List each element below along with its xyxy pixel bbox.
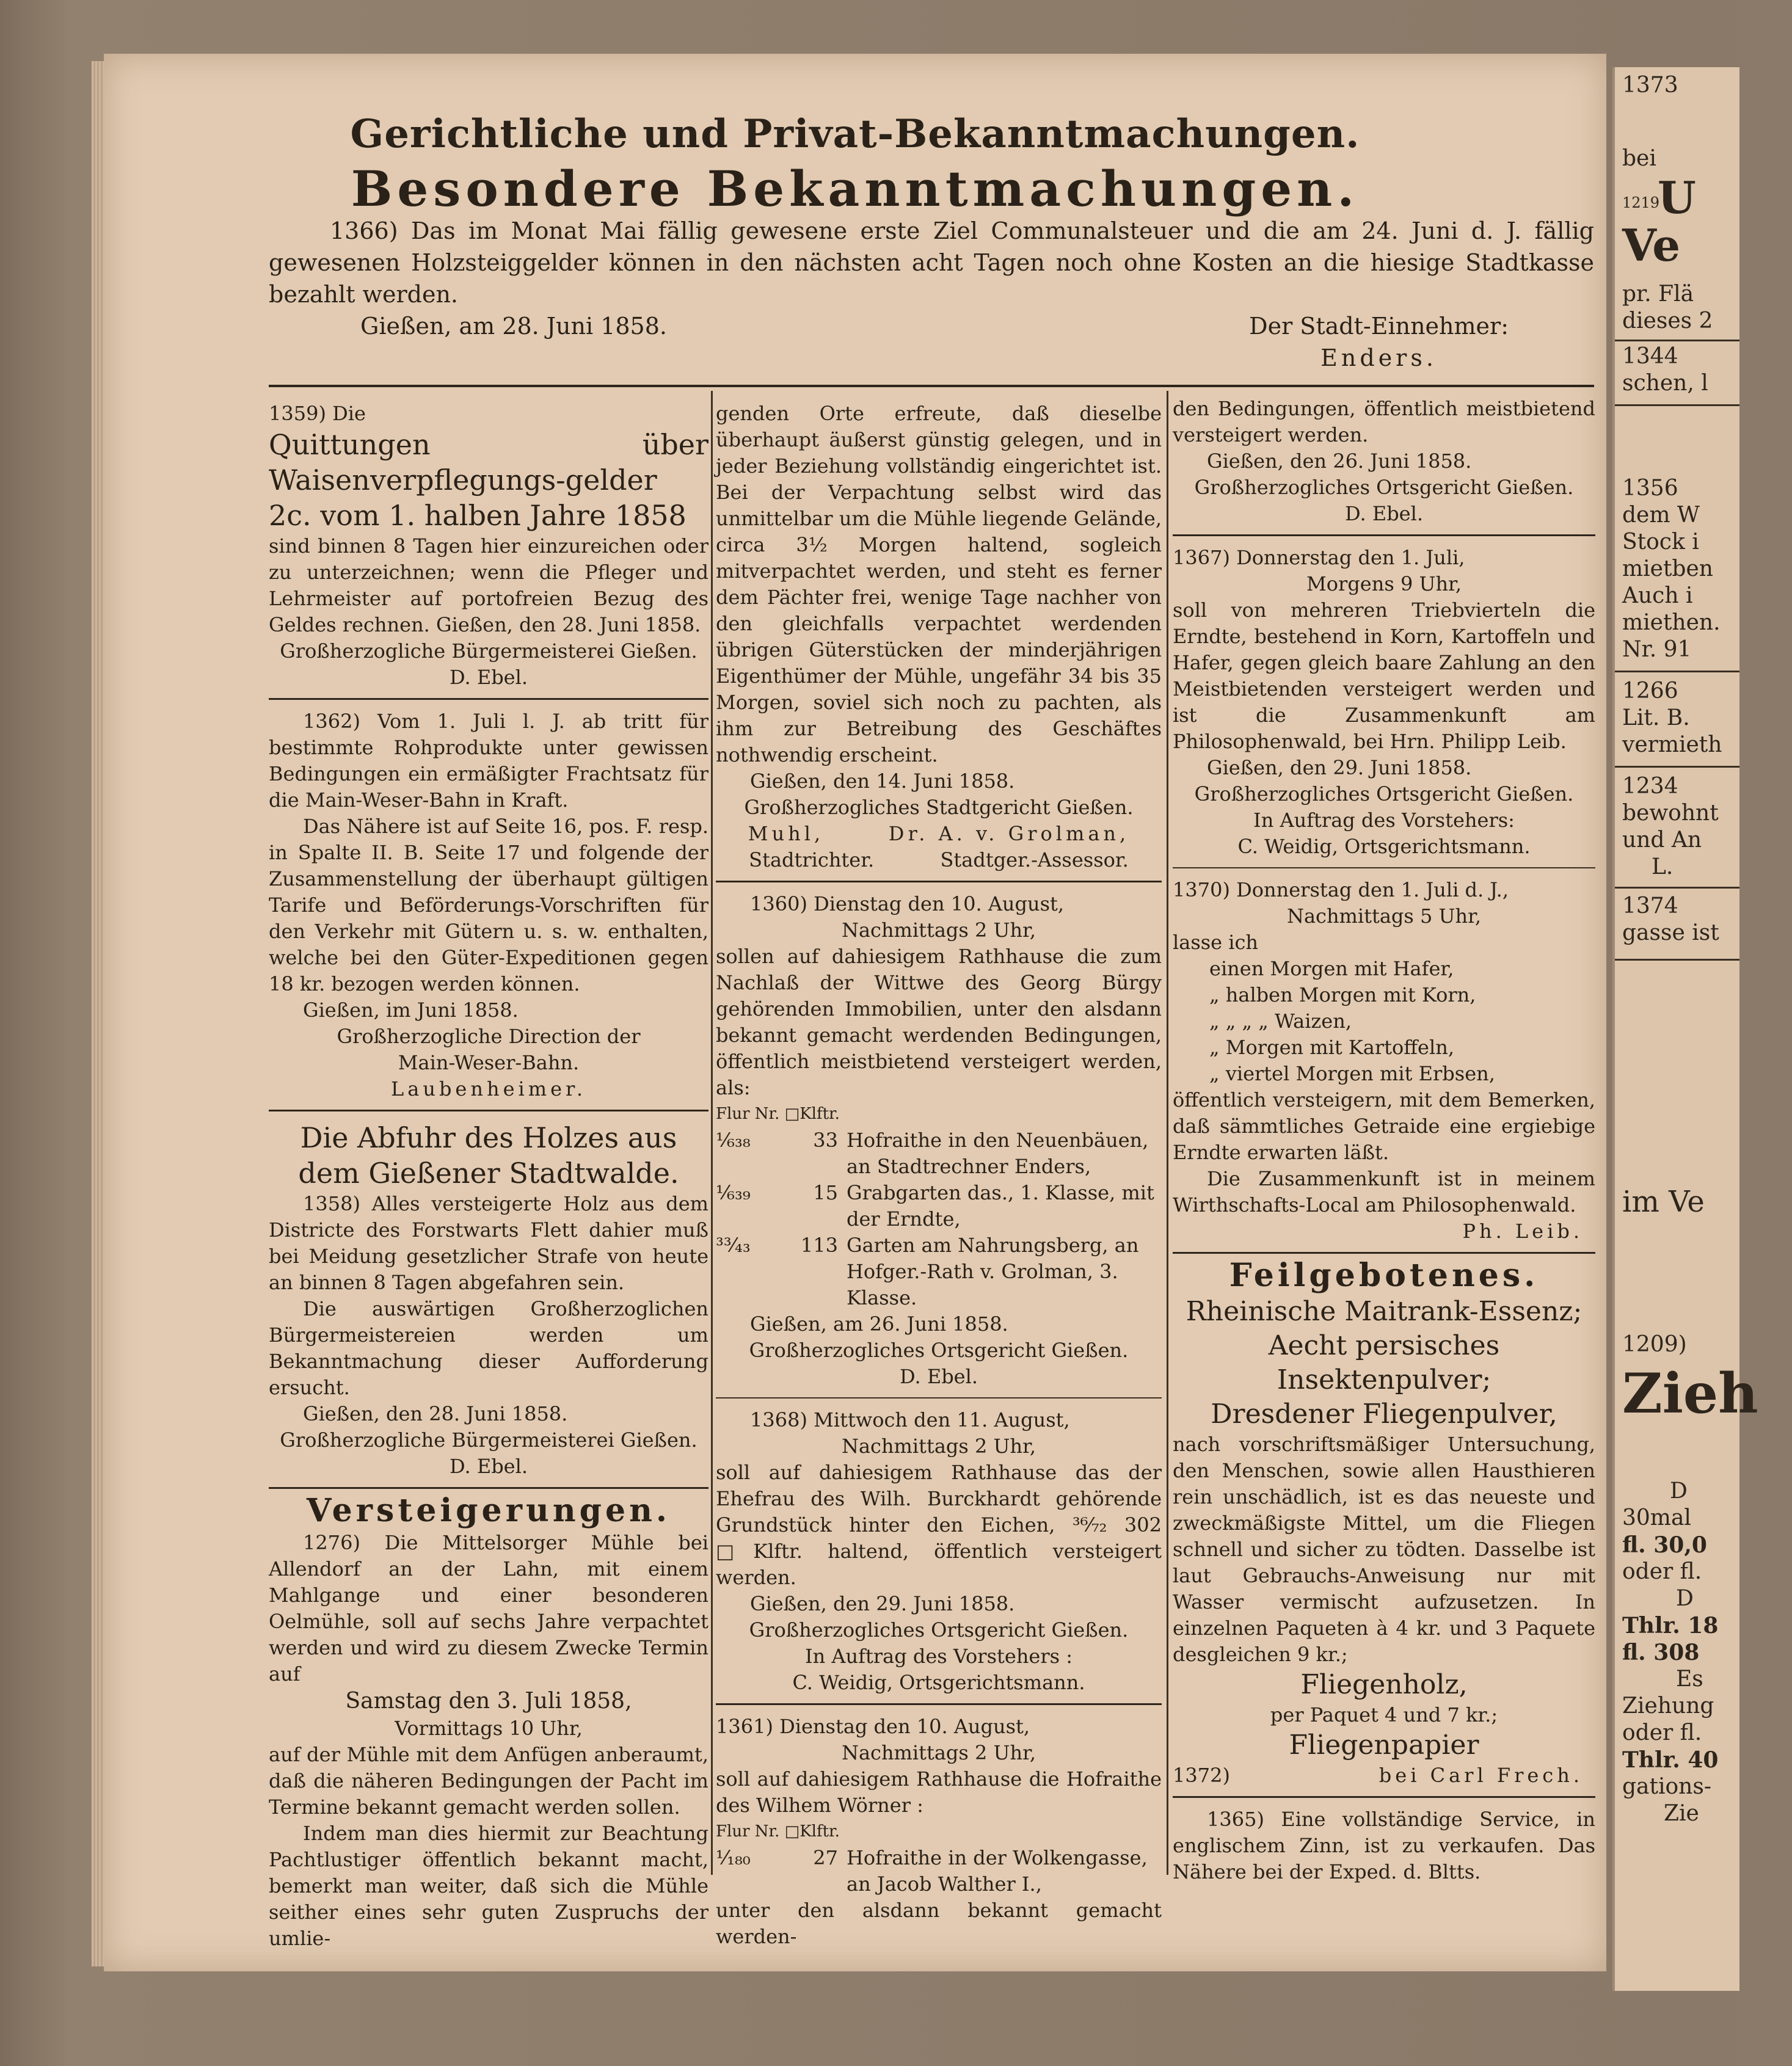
np-line: Auch i [1622, 583, 1693, 608]
lot-row [716, 1127, 1162, 1180]
notice-number: 1372) [1173, 1764, 1230, 1787]
np-line: 1209) [1622, 1332, 1687, 1357]
signature: D. Ebel. [899, 1365, 978, 1388]
notice-1372 [1173, 1295, 1595, 1789]
signer-name: Enders. [1320, 344, 1437, 371]
lot-row [716, 1845, 1162, 1897]
signature: Großherzogliches Ortsgericht Gießen. [749, 1339, 1129, 1362]
np-rule [1615, 671, 1739, 672]
notice-head: 1359) Die [269, 402, 366, 425]
notice-1358 [269, 1120, 708, 1480]
np-line: 1373 [1622, 73, 1678, 98]
lot-row [716, 1180, 1162, 1232]
np-line: Lit. B. [1622, 705, 1690, 730]
notice-time: Nachmittags 2 Uhr, [841, 1741, 1036, 1764]
list-item: „ viertel Morgen mit Erbsen, [1209, 1062, 1495, 1085]
np-line: oder fl. [1622, 1720, 1702, 1745]
np-rule [1615, 887, 1739, 889]
list-item: „ halben Morgen mit Korn, [1209, 983, 1476, 1006]
notice-1361 [716, 1714, 1162, 1950]
ad-seller: bei Carl Frech. [1379, 1764, 1583, 1787]
np-line: dieses 2 [1622, 308, 1713, 333]
lot-column-header: Flur Nr. □Klftr. [716, 1822, 840, 1841]
notice-text: genden Orte erfreute, daß dieselbe überhaupt äußerst günstig gelegen, und in jeder Beziehung vollständig eingerichtet ist. Bei der Verpachtung selbst wird das unmittelbar um die Mühle liegende Gelände, circa 3½ Morgen haltend, sogleich mitverpachtet werden, und steht es ferner dem Pächter frei, wenige Tage nachher von den gleichfalls verpachtet werdenden übrigen Güterstücken der minderjährigen Eigenthümer der Mühle, ungefähr 34 bis 35 Morgen, soviel sich noch zu pachten, als ihm zur Betreibung des Geschäftes nothwendig erscheint. [716, 402, 1162, 766]
np-rule [1615, 340, 1739, 341]
signature: In Auftrag des Vorstehers : [804, 1645, 1073, 1668]
notice-text: 1276) Die Mittelsorger Mühle bei Allendorf an der Lahn, mit einem Mahlgange und einer besonderen Oelmühle, soll auf sechs Jahre verpachtet werden und wird zu diesem Zwecke Termin auf [269, 1531, 708, 1686]
signature: Großherzogliches Ortsgericht Gießen. [1194, 476, 1574, 499]
np-line: bewohnt [1622, 801, 1719, 826]
list-item: „ „ „ „ Waizen, [1209, 1009, 1352, 1033]
place-date: Gießen, den 28. Juni 1858. [303, 1402, 568, 1425]
np-line: D [1670, 1479, 1688, 1504]
notice-text: nach vorschriftsmäßiger Untersuchung, den Menschen, sowie allen Hausthieren rein unschädlich, ist es das neueste und zweckmäßigste Mittel, um die Fliegen schnell und sicher zu tödten. Dasselbe ist laut Gebrauchs-Anweisung nur mit Wasser vermischt aufzusetzen. In einzelnen Paqueten à 4 kr. und 3 Paquete desgleichen 9 kr.; [1173, 1433, 1595, 1666]
signature: Stadtger.-Assessor. [940, 848, 1129, 871]
np-line: 30mal [1622, 1505, 1691, 1530]
notice-text: soll auf dahiesigem Rathhause das der Ehefrau des Wilh. Burckhardt gehörende Grundstück hinter den Eichen, ³⁶⁄₇₂ 302 □Klftr. haltend, öffentlich versteigert werden. [716, 1461, 1162, 1589]
signature: Main-Weser-Bahn. [398, 1051, 580, 1074]
notice-divider [269, 698, 708, 700]
ad-headline: Fliegenholz, [1300, 1669, 1468, 1700]
notice-head: 1370) Donnerstag den 1. Juli d. J., [1173, 878, 1509, 901]
notice-divider [1173, 1796, 1595, 1798]
place-date: Gießen, im Juni 1858. [303, 998, 519, 1022]
notice-text: sollen auf dahiesigem Rathhause die zum Nachlaß der Wittwe des Georg Bürgy gehörenden Immobilien, unter den alsdann bekannt gemacht werdenden Bedingungen, öffentlich meistbietend versteigert werden, als: [716, 945, 1162, 1099]
np-line: U [1658, 172, 1696, 224]
signature: Dr. A. v. Grolman, [888, 822, 1130, 845]
np-line: Es [1676, 1667, 1703, 1692]
signature: Großherzogliche Bürgermeisterei Gießen. [280, 639, 697, 663]
np-line: Zieh [1622, 1361, 1758, 1426]
ad-headline: Fliegenpapier [1289, 1730, 1479, 1761]
section-title-feilgebotenes: Feilgebotenes. [1229, 1257, 1539, 1294]
lot-klftr: 15 [813, 1181, 838, 1204]
notice-head: 1367) Donnerstag den 1. Juli, [1173, 546, 1465, 569]
signature [1249, 310, 1509, 374]
np-line: fl. 308 [1622, 1640, 1700, 1665]
notice-1368 [716, 1407, 1162, 1696]
np-rule [1615, 959, 1739, 961]
np-line: oder fl. [1622, 1559, 1702, 1584]
signature: Großherzogliches Ortsgericht Gießen. [1194, 782, 1574, 806]
signature: Großherzogliches Ortsgericht Gießen. [749, 1618, 1129, 1642]
lot-column-header: Flur Nr. □Klftr. [716, 1105, 840, 1123]
notice-text: Die auswärtigen Großherzoglichen Bürgermeistereien werden um Bekanntmachung dieser Aufforderung ersucht. [269, 1297, 708, 1399]
ad-headline: Dresdener Fliegenpulver, [1211, 1399, 1557, 1430]
np-line: Ziehung [1622, 1693, 1714, 1719]
notice-divider [1173, 867, 1595, 868]
notice-divider [716, 881, 1162, 882]
lot-flur: ¹⁄₆₃₉ [716, 1181, 751, 1204]
notice-head: 1368) Mittwoch den 11. August, [750, 1408, 1070, 1431]
np-line: gations- [1622, 1774, 1711, 1799]
lot-desc: Hofraithe in den Neuenbäuen, an Stadtrechner Enders, [847, 1129, 1149, 1178]
place-date: Gießen, den 29. Juni 1858. [1207, 756, 1472, 779]
notice-text: soll auf dahiesigem Rathhause die Hofraithe des Wilhem Wörner : [716, 1767, 1162, 1817]
notice-1359 [269, 401, 708, 691]
notice-text: soll von mehreren Triebvierteln die Erndte, bestehend in Korn, Kartoffeln und Hafer, gegen gleich baare Zahlung an den Meistbietenden versteigert werden und ist die Zusammenkunft am Philosophenwald, bei Hrn. Philipp Leib. [1173, 598, 1595, 753]
ad-headline: Rheinische Maitrank-Essenz; [1186, 1296, 1583, 1327]
np-rule [1615, 404, 1739, 406]
notice-time: Nachmittags 5 Uhr, [1286, 904, 1482, 928]
notice-time: Vormittags 10 Uhr, [395, 1717, 583, 1740]
np-line: Nr. 91 [1622, 637, 1692, 662]
lot-flur: ¹⁄₁₈₀ [716, 1846, 751, 1869]
np-line: vermieth [1622, 732, 1722, 757]
notice-text: Die Zusammenkunft ist in meinem Wirthschafts-Local am Philosophenwald. [1173, 1167, 1595, 1217]
notice-divider [269, 1110, 708, 1111]
notice-1360 [716, 891, 1162, 1390]
np-line: 1374 [1622, 893, 1678, 918]
notice-date: Samstag den 3. Juli 1858, [345, 1689, 632, 1714]
notice-1276-continued [716, 401, 1162, 873]
place-date: Gießen, den 26. Juni 1858. [1207, 449, 1472, 473]
signature: C. Weidig, Ortsgerichtsmann. [1237, 835, 1531, 858]
notice-text: 1366) Das im Monat Mai fällig gewesene erste Ziel Communalsteuer und die am 24. Juni d. J. fällig gewesenen Holzsteiggelder können in den nächsten acht Tagen noch ohne Kosten an die hiesige Stadtkasse bezahlt werden. [269, 217, 1594, 308]
signature-row [716, 821, 1162, 847]
np-line: 1266 [1622, 678, 1678, 704]
lot-flur: ³³⁄₄₃ [716, 1234, 751, 1257]
np-line: 1344 [1622, 344, 1678, 369]
signature: D. Ebel. [449, 1455, 528, 1478]
notice-head: 1360) Dienstag den 10. August, [750, 892, 1065, 915]
notice-signature-row [269, 310, 1594, 374]
np-line: Ve [1622, 219, 1681, 271]
place-date: Gießen, am 28. Juni 1858. [360, 313, 667, 340]
np-line: D [1676, 1586, 1694, 1611]
notice-text: unter den alsdann bekannt gemacht werden- [716, 1899, 1162, 1948]
np-line: miethen. [1622, 610, 1721, 635]
notice-text: 1362) Vom 1. Juli l. J. ab tritt für bestimmte Rohprodukte unter gewissen Bedingungen ein ermäßigter Frachtsatz für die Main-Weser-Bahn in Kraft. [269, 710, 708, 812]
signer-title: Der Stadt-Einnehmer: [1249, 313, 1509, 340]
notice-divider [716, 1703, 1162, 1705]
np-line: Stock i [1622, 529, 1699, 555]
np-line: pr. Flä [1622, 282, 1694, 307]
np-line: mietben [1622, 556, 1713, 581]
np-line: fl. 30,0 [1622, 1532, 1707, 1558]
notice-1276 [269, 1530, 708, 1952]
np-line: und An [1622, 827, 1702, 853]
column-1 [269, 401, 708, 1952]
signature: D. Ebel. [1344, 502, 1424, 525]
notice-time: Morgens 9 Uhr, [1306, 572, 1462, 595]
lot-klftr: 33 [813, 1129, 838, 1152]
list-item: „ Morgen mit Kartoffeln, [1209, 1036, 1454, 1059]
np-line: Thlr. 40 [1622, 1747, 1719, 1773]
lot-row [716, 1232, 1162, 1311]
section-divider [269, 1487, 708, 1489]
notice-1365 [1173, 1806, 1595, 1885]
notice-1362 [269, 708, 708, 1102]
notice-title: Quittungen über Waisenverpflegungs-gelder 2c. vom 1. halben Jahre 1858 [269, 428, 708, 532]
notice-time: Nachmittags 2 Uhr, [841, 918, 1036, 942]
section-title-versteigerungen: Versteigerungen. [307, 1492, 671, 1529]
signature: Großherzogliche Bürgermeisterei Gießen. [280, 1428, 697, 1452]
notice-title: Die Abfuhr des Holzes aus dem Gießener Stadtwalde. [298, 1121, 679, 1190]
section-divider [1173, 1252, 1595, 1254]
place-date: Gießen, am 26. Juni 1858. [750, 1312, 1008, 1336]
notice-text: auf der Mühle mit dem Anfügen anberaumt, daß die näheren Bedingungen der Pacht im Termine bekannt gemacht werden sollen. [269, 1743, 708, 1819]
notice-1366 [269, 215, 1594, 374]
signature: D. Ebel. [449, 666, 528, 689]
np-line: 1356 [1622, 476, 1678, 501]
np-line: bei [1622, 146, 1656, 171]
notice-divider [1173, 534, 1595, 536]
np-line: Zie [1664, 1801, 1699, 1826]
lot-desc: Garten am Nahrungsberg, an Hofger.-Rath v. Grolman, 3. Klasse. [847, 1234, 1139, 1309]
notice-1370 [1173, 877, 1595, 1245]
np-rule [1615, 766, 1739, 768]
adjacent-page-strip [1612, 67, 1758, 1991]
notice-text: den Bedingungen, öffentlich meistbietend versteigert werden. [1173, 397, 1595, 446]
notice-text: öffentlich versteigern, mit dem Bemerken, daß sämmtliches Getraide eine ergiebige Erndte erwarten läßt. [1173, 1088, 1595, 1164]
notice-text: Indem man dies hiermit zur Beachtung Pachtlustiger öffentlich bekannt macht, bemerkt man weiter, daß sich die Mühle seither eines sehr guten Zuspruchs der umlie- [269, 1822, 708, 1950]
notice-text: 1365) Eine vollständige Service, in englischem Zinn, ist zu verkaufen. Das Nähere bei der Exped. d. Bltts. [1173, 1808, 1595, 1883]
notice-text: 1358) Alles versteigerte Holz aus dem Districte des Forstwarts Flett dahier muß bei Meidung gesetzlicher Strafe von heute an binnen 8 Tagen abgefahren sein. [269, 1192, 708, 1294]
lot-desc: Grabgarten das., 1. Klasse, mit der Erndte, [847, 1181, 1154, 1231]
notice-divider [716, 1397, 1162, 1399]
notice-head: 1361) Dienstag den 10. August, [716, 1715, 1030, 1738]
signature: Großherzogliches Stadtgericht Gießen. [744, 796, 1134, 819]
ad-headline: Aecht persisches Insektenpulver; [1268, 1330, 1500, 1395]
section-divider [269, 385, 1594, 387]
signature: Ph. Leib. [1462, 1220, 1583, 1243]
column-rule [711, 391, 713, 1875]
ad-footer [1173, 1762, 1595, 1789]
np-line: L. [1652, 854, 1674, 879]
notice-lead: lasse ich [1173, 931, 1259, 954]
signature: In Auftrag des Vorstehers: [1253, 809, 1515, 832]
column-rule [1167, 391, 1168, 1875]
np-line: dem W [1622, 503, 1700, 528]
notice-text: Das Nähere ist auf Seite 16, pos. F. resp. in Spalte II. B. Seite 17 und folgende der Zusammenstellung der überhaupt gültigen Tarife und Beförderungs-Vorschriften für den Verkehr mit Gütern u. s. w. enthalten, welche bei den Güter-Expeditionen gegen 18 kr. bezogen werden können. [269, 815, 708, 995]
list-item: einen Morgen mit Hafer, [1209, 957, 1454, 980]
notice-text: sind binnen 8 Tagen hier einzureichen oder zu unterzeichnen; wenn die Pfleger und Lehrmeister auf portofreien Bezug des Geldes rechnen. Gießen, den 28. Juni 1858. [269, 534, 708, 636]
page-header-main: Gerichtliche und Privat-Bekanntmachungen. [350, 111, 1360, 157]
signature: Stadtrichter. [749, 848, 875, 871]
np-line: 1219 [1622, 194, 1660, 211]
place-date: Gießen, den 14. Juni 1858. [750, 769, 1015, 793]
column-3 [1173, 396, 1595, 1885]
lot-klftr: 27 [813, 1846, 838, 1869]
notice-1367 [1173, 545, 1595, 860]
np-line: schen, l [1622, 371, 1708, 396]
np-line: im Ve [1622, 1185, 1705, 1219]
np-line: Thlr. 18 [1622, 1613, 1719, 1639]
column-2 [716, 401, 1162, 1950]
page-header-sub: Besondere Bekanntmachungen. [351, 160, 1360, 217]
lot-flur: ¹⁄₆₃₈ [716, 1129, 751, 1152]
signature: Großherzogliche Direction der [337, 1025, 641, 1048]
np-line: gasse ist [1622, 920, 1719, 945]
signature: Muhl, [748, 822, 825, 845]
signature: C. Weidig, Ortsgerichtsmann. [792, 1671, 1085, 1694]
notice-1368-continued [1173, 396, 1595, 527]
lot-klftr: 113 [800, 1234, 838, 1257]
np-line: 1234 [1622, 774, 1678, 799]
notice-time: Nachmittags 2 Uhr, [841, 1435, 1036, 1458]
place-date: Gießen, den 29. Juni 1858. [750, 1592, 1015, 1615]
ad-price: per Paquet 4 und 7 kr.; [1270, 1703, 1498, 1726]
signature: Laubenheimer. [391, 1077, 586, 1100]
signature-row [716, 847, 1162, 873]
lot-desc: Hofraithe in der Wolkengasse, an Jacob Walther I., [847, 1846, 1148, 1896]
